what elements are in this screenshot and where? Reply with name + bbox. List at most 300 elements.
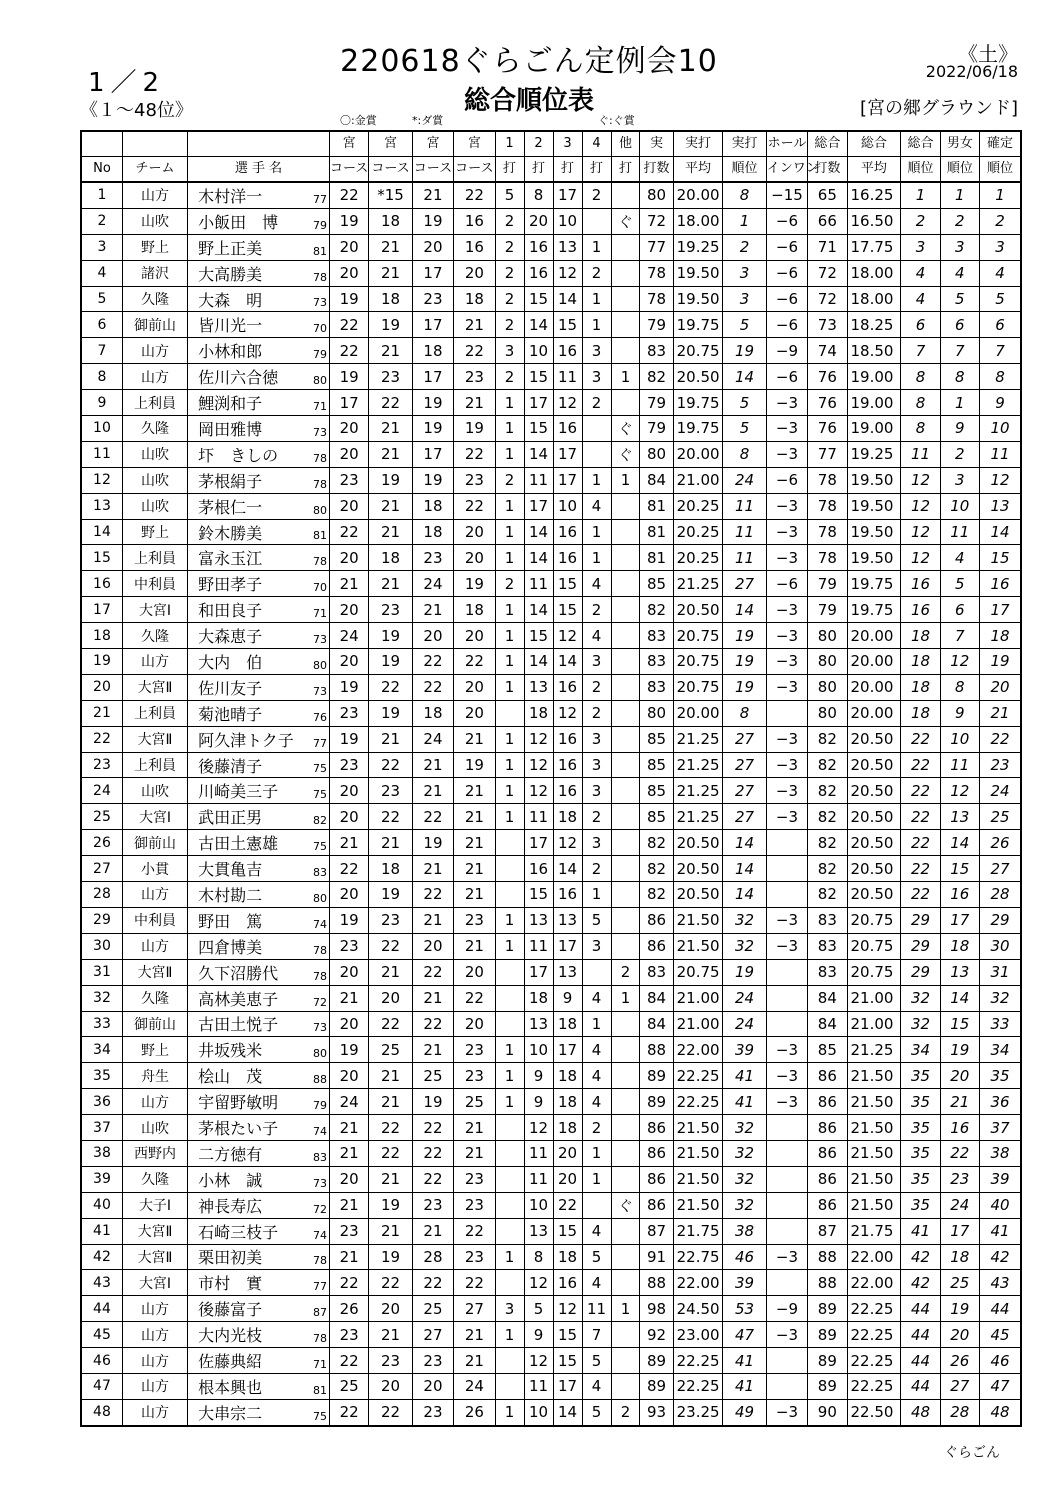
table-cell: 78	[808, 493, 847, 519]
table-cell: 48	[901, 1399, 940, 1425]
table-cell: 24	[454, 1373, 495, 1399]
table-cell: 1	[495, 1089, 524, 1115]
table-cell: 22	[412, 804, 453, 830]
table-cell: 21	[454, 312, 495, 338]
table-cell: 10	[940, 726, 979, 752]
table-row	[81, 286, 1021, 312]
table-cell: 28	[979, 882, 1021, 908]
column-header: 実打	[673, 131, 723, 157]
table-cell: 12	[81, 467, 122, 493]
table-cell: 山吹	[122, 1115, 187, 1141]
player-name: 野田孝子	[198, 575, 263, 595]
player-age: 79	[312, 348, 327, 362]
table-row	[81, 985, 1021, 1011]
player-age: 80	[312, 891, 327, 905]
table-row	[81, 234, 1021, 260]
table-row	[81, 1115, 1021, 1141]
table-cell: 34	[81, 1037, 122, 1063]
table-cell	[582, 208, 611, 234]
table-cell: 17.75	[847, 234, 901, 260]
table-cell: 19	[412, 1089, 453, 1115]
table-cell: 85	[640, 804, 673, 830]
table-cell: 20	[412, 1373, 453, 1399]
table-cell: 8	[901, 416, 940, 442]
player-age: 78	[312, 555, 327, 569]
table-cell: 10	[979, 416, 1021, 442]
table-cell: 21	[369, 1166, 412, 1192]
table-cell: 10	[81, 416, 122, 442]
table-cell: 24	[329, 1089, 368, 1115]
table-cell: 8	[723, 182, 766, 208]
player-name-cell	[188, 1011, 330, 1037]
table-cell: 79	[808, 571, 847, 597]
table-cell: 22	[454, 182, 495, 208]
player-name: 四倉博美	[198, 937, 263, 957]
table-cell: 1	[495, 1322, 524, 1348]
table-cell: 18.00	[847, 260, 901, 286]
table-cell	[611, 182, 640, 208]
table-cell	[766, 1140, 807, 1166]
table-cell: 18	[369, 286, 412, 312]
table-cell: 14	[524, 312, 553, 338]
player-age: 73	[312, 633, 327, 647]
table-cell: 24	[940, 1192, 979, 1218]
table-cell: 21.25	[673, 804, 723, 830]
table-cell	[611, 519, 640, 545]
column-header: 実	[640, 131, 673, 157]
table-cell: 21	[454, 390, 495, 416]
column-header: 総合	[901, 131, 940, 157]
table-cell: 5	[495, 182, 524, 208]
table-cell: 3	[582, 830, 611, 856]
table-cell: 66	[808, 208, 847, 234]
table-cell: 21	[329, 985, 368, 1011]
table-cell: 78	[808, 545, 847, 571]
player-name: 久下沼勝代	[198, 963, 279, 983]
table-cell: 41	[81, 1218, 122, 1244]
table-cell: −9	[766, 338, 807, 364]
table-cell: 18	[412, 519, 453, 545]
table-cell: 23	[369, 1348, 412, 1374]
table-cell: 22	[454, 1270, 495, 1296]
table-cell: 22	[329, 182, 368, 208]
table-cell: 22	[553, 1192, 582, 1218]
player-name: 岡田雅博	[198, 419, 263, 439]
player-name: 大森 明	[198, 290, 263, 310]
table-cell: 21	[454, 1115, 495, 1141]
table-cell: 山吹	[122, 441, 187, 467]
table-cell: −3	[766, 1399, 807, 1425]
table-cell: 20	[412, 933, 453, 959]
player-name: 後藤富子	[198, 1300, 263, 1320]
table-cell: 2	[582, 260, 611, 286]
table-cell: 22	[454, 441, 495, 467]
table-cell: 19	[369, 1192, 412, 1218]
table-cell: 21	[369, 1322, 412, 1348]
table-cell: 21	[979, 700, 1021, 726]
player-name: 富永玉江	[198, 549, 263, 569]
table-cell: 17	[412, 312, 453, 338]
table-cell: 14	[940, 830, 979, 856]
table-cell	[611, 1373, 640, 1399]
player-name: 小林和郎	[198, 342, 263, 362]
table-cell: 77	[640, 234, 673, 260]
table-cell: 85	[640, 726, 673, 752]
table-cell: 5	[723, 416, 766, 442]
table-cell: 21	[81, 700, 122, 726]
player-name: 根本興也	[198, 1377, 263, 1397]
table-cell: 23	[369, 907, 412, 933]
table-cell: 22	[329, 519, 368, 545]
player-name: 木村洋一	[198, 186, 263, 206]
table-cell: 30	[979, 933, 1021, 959]
table-cell	[495, 1270, 524, 1296]
table-cell: 久隆	[122, 416, 187, 442]
table-cell: 20	[940, 1322, 979, 1348]
table-cell: 21.50	[847, 1192, 901, 1218]
table-cell: 16	[524, 234, 553, 260]
table-cell: 42	[901, 1244, 940, 1270]
table-cell: 16.25	[847, 182, 901, 208]
table-cell: 22.25	[847, 1373, 901, 1399]
table-cell: 82	[640, 830, 673, 856]
table-cell: 21.25	[673, 752, 723, 778]
table-cell: 22	[369, 1140, 412, 1166]
table-cell: 19	[369, 700, 412, 726]
table-cell: 19	[329, 364, 368, 390]
table-cell: −3	[766, 519, 807, 545]
table-cell: 23	[412, 286, 453, 312]
table-cell	[495, 1011, 524, 1037]
player-name: 神長寿広	[198, 1196, 263, 1216]
table-cell: 20.75	[673, 674, 723, 700]
table-cell: 1	[495, 416, 524, 442]
table-cell: 83	[640, 338, 673, 364]
table-cell: 82	[640, 882, 673, 908]
table-cell: 23	[979, 752, 1021, 778]
table-cell: 19.00	[847, 390, 901, 416]
table-cell: 2	[582, 1115, 611, 1141]
column-header: 平均	[673, 157, 723, 183]
table-cell: 25	[940, 1270, 979, 1296]
table-cell: 14	[940, 985, 979, 1011]
table-cell: 91	[640, 1244, 673, 1270]
table-cell: 21.50	[673, 907, 723, 933]
table-cell: 32	[901, 1011, 940, 1037]
table-cell: 1	[979, 182, 1021, 208]
table-cell: 21.00	[847, 985, 901, 1011]
table-cell: 4	[582, 1037, 611, 1063]
table-cell: 2	[723, 234, 766, 260]
table-cell: 23	[369, 364, 412, 390]
table-cell: 82	[640, 597, 673, 623]
column-header: 打	[582, 157, 611, 183]
table-cell: 20.50	[847, 726, 901, 752]
table-cell: 1	[940, 390, 979, 416]
table-row	[81, 1063, 1021, 1089]
player-name: 二方徳有	[198, 1144, 263, 1164]
player-name: 大内光枝	[198, 1326, 263, 1346]
player-age: 87	[312, 1306, 327, 1320]
table-cell: 86	[808, 1140, 847, 1166]
table-cell: 8	[901, 364, 940, 390]
table-cell: 大宮Ⅰ	[122, 804, 187, 830]
table-cell: 19.75	[847, 571, 901, 597]
table-cell: 21	[454, 856, 495, 882]
table-cell	[611, 597, 640, 623]
table-cell: 86	[808, 1166, 847, 1192]
table-cell: 26	[940, 1348, 979, 1374]
table-cell: 18	[81, 623, 122, 649]
table-cell: 16	[901, 571, 940, 597]
table-cell	[611, 1244, 640, 1270]
table-cell: 上利員	[122, 545, 187, 571]
table-cell: 46	[979, 1348, 1021, 1374]
table-cell: 諸沢	[122, 260, 187, 286]
player-name: 佐川六合徳	[198, 368, 279, 388]
table-cell: 15	[81, 545, 122, 571]
table-cell: 18	[553, 1244, 582, 1270]
table-cell: 23	[329, 933, 368, 959]
table-cell: 18.00	[847, 286, 901, 312]
table-cell: 81	[640, 493, 673, 519]
table-cell: 82	[808, 856, 847, 882]
table-cell: 31	[979, 959, 1021, 985]
player-name: 和田良子	[198, 601, 263, 621]
table-cell: 22	[412, 882, 453, 908]
table-cell: 山方	[122, 1296, 187, 1322]
table-cell: 23	[329, 467, 368, 493]
table-header	[81, 131, 1021, 182]
table-cell: 1	[495, 1037, 524, 1063]
table-cell: 11	[723, 493, 766, 519]
table-cell: 20	[369, 1373, 412, 1399]
table-cell: 8	[979, 364, 1021, 390]
table-cell: 3	[582, 364, 611, 390]
table-cell: 17	[940, 1218, 979, 1244]
table-cell: 20	[454, 545, 495, 571]
table-cell: 20	[454, 700, 495, 726]
table-cell: 18	[524, 985, 553, 1011]
player-name: 小飯田 博	[198, 212, 279, 232]
table-cell: 25	[412, 1063, 453, 1089]
table-cell: 22	[369, 1115, 412, 1141]
table-cell: 20.50	[847, 804, 901, 830]
table-cell: 10	[524, 1037, 553, 1063]
table-cell: 久隆	[122, 623, 187, 649]
table-cell: 21	[329, 1115, 368, 1141]
table-cell: 21.00	[673, 985, 723, 1011]
table-cell: 42	[81, 1244, 122, 1270]
player-age: 78	[312, 270, 327, 284]
table-cell: 19.00	[847, 416, 901, 442]
player-name-cell	[188, 182, 330, 208]
table-cell: 85	[640, 571, 673, 597]
table-cell: 12	[524, 1270, 553, 1296]
table-cell: 19	[369, 623, 412, 649]
column-header: 宮	[369, 131, 412, 157]
table-cell: −3	[766, 933, 807, 959]
player-age: 74	[312, 1124, 327, 1138]
table-cell: 13	[553, 907, 582, 933]
table-cell: 7	[940, 623, 979, 649]
column-header: 順位	[901, 157, 940, 183]
table-cell: 17	[524, 959, 553, 985]
table-cell: 中利員	[122, 907, 187, 933]
table-cell: 上利員	[122, 390, 187, 416]
table-cell: 20	[454, 623, 495, 649]
table-cell: 19	[454, 416, 495, 442]
table-cell: 10	[524, 338, 553, 364]
table-cell: 1	[582, 545, 611, 571]
table-cell: 21.25	[673, 726, 723, 752]
table-cell: 18	[369, 545, 412, 571]
table-cell: 21	[369, 519, 412, 545]
table-cell: 17	[553, 1037, 582, 1063]
table-cell: 44	[901, 1373, 940, 1399]
table-cell: 11	[723, 519, 766, 545]
player-name: 古田土悦子	[198, 1015, 279, 1035]
player-age: 75	[312, 1409, 327, 1423]
table-cell: 2	[901, 208, 940, 234]
table-cell: 1	[582, 1011, 611, 1037]
table-cell: 21.75	[847, 1218, 901, 1244]
player-age: 78	[312, 451, 327, 465]
player-name-cell	[188, 959, 330, 985]
table-cell: 27	[979, 856, 1021, 882]
table-cell: 21	[412, 1218, 453, 1244]
table-cell: 22	[329, 1270, 368, 1296]
column-header: コース	[329, 157, 368, 183]
table-cell	[611, 312, 640, 338]
table-cell: 22	[901, 804, 940, 830]
table-cell: 3	[582, 726, 611, 752]
table-cell: 85	[640, 752, 673, 778]
table-cell: 11	[524, 571, 553, 597]
table-cell	[611, 623, 640, 649]
table-cell: 82	[640, 364, 673, 390]
table-cell: 9	[524, 1322, 553, 1348]
table-row	[81, 882, 1021, 908]
table-cell: 18	[553, 804, 582, 830]
table-cell: 20.50	[847, 778, 901, 804]
player-name-cell	[188, 338, 330, 364]
table-cell: 76	[808, 416, 847, 442]
table-cell: 13	[553, 234, 582, 260]
table-cell: 2	[611, 1399, 640, 1425]
table-cell: 73	[808, 312, 847, 338]
table-cell: 12	[901, 467, 940, 493]
table-cell: 44	[901, 1296, 940, 1322]
table-cell: 15	[940, 856, 979, 882]
table-cell: 16	[454, 234, 495, 260]
table-cell: 舟生	[122, 1063, 187, 1089]
table-cell: 22	[329, 312, 368, 338]
table-cell: 3	[81, 234, 122, 260]
table-cell: 10	[940, 493, 979, 519]
table-cell: 5	[940, 571, 979, 597]
table-cell: 20.00	[847, 674, 901, 700]
table-cell: 24	[979, 778, 1021, 804]
table-cell: 21	[369, 234, 412, 260]
table-cell: 7	[901, 338, 940, 364]
table-cell: 16	[524, 260, 553, 286]
table-cell	[766, 1192, 807, 1218]
player-age: 79	[312, 218, 327, 232]
table-cell: 86	[808, 1089, 847, 1115]
table-cell: 22.00	[847, 1270, 901, 1296]
table-cell: 16.50	[847, 208, 901, 234]
table-cell: 18	[454, 597, 495, 623]
table-cell: 17	[524, 390, 553, 416]
table-cell: 13	[979, 493, 1021, 519]
table-cell: 41	[723, 1063, 766, 1089]
table-row	[81, 804, 1021, 830]
table-cell	[611, 830, 640, 856]
column-header: 実打	[723, 131, 766, 157]
table-cell: 17	[524, 830, 553, 856]
player-name-cell	[188, 234, 330, 260]
table-row	[81, 700, 1021, 726]
table-row	[81, 1011, 1021, 1037]
table-cell: 20	[329, 1063, 368, 1089]
table-cell: 74	[808, 338, 847, 364]
table-cell: 21	[454, 1348, 495, 1374]
table-cell: −3	[766, 778, 807, 804]
player-age: 70	[312, 322, 327, 336]
legend-gu: ぐ:ぐ賞	[598, 114, 635, 127]
table-cell: 1	[611, 467, 640, 493]
table-cell: 21	[454, 830, 495, 856]
table-cell: 76	[808, 390, 847, 416]
table-row	[81, 493, 1021, 519]
table-cell: 17	[524, 493, 553, 519]
table-cell: 84	[640, 1011, 673, 1037]
table-cell: 82	[808, 778, 847, 804]
table-cell: 1	[495, 804, 524, 830]
table-cell: 23	[369, 778, 412, 804]
table-cell: 4	[582, 1270, 611, 1296]
table-cell: 23	[412, 1399, 453, 1425]
table-cell: 4	[582, 493, 611, 519]
table-cell: 5	[582, 1399, 611, 1425]
table-cell: 1	[81, 182, 122, 208]
table-cell: 14	[524, 545, 553, 571]
table-cell: 2	[979, 208, 1021, 234]
table-cell: −3	[766, 597, 807, 623]
table-cell: 88	[808, 1244, 847, 1270]
player-name-cell	[188, 390, 330, 416]
table-cell: 19.25	[847, 441, 901, 467]
table-cell: 23	[454, 364, 495, 390]
table-cell: −3	[766, 1322, 807, 1348]
table-row	[81, 1348, 1021, 1374]
table-cell: 19.50	[673, 260, 723, 286]
table-cell: 19	[940, 1037, 979, 1063]
table-cell: 32	[723, 1192, 766, 1218]
table-row	[81, 907, 1021, 933]
table-row	[81, 1270, 1021, 1296]
player-name: 鈴木勝美	[198, 523, 263, 543]
table-cell: 20	[979, 674, 1021, 700]
table-cell: −3	[766, 623, 807, 649]
table-row	[81, 649, 1021, 675]
table-cell: 65	[808, 182, 847, 208]
table-cell: 21	[412, 907, 453, 933]
table-cell: 22.50	[847, 1399, 901, 1425]
column-header: 打数	[640, 157, 673, 183]
table-cell: 3	[582, 338, 611, 364]
